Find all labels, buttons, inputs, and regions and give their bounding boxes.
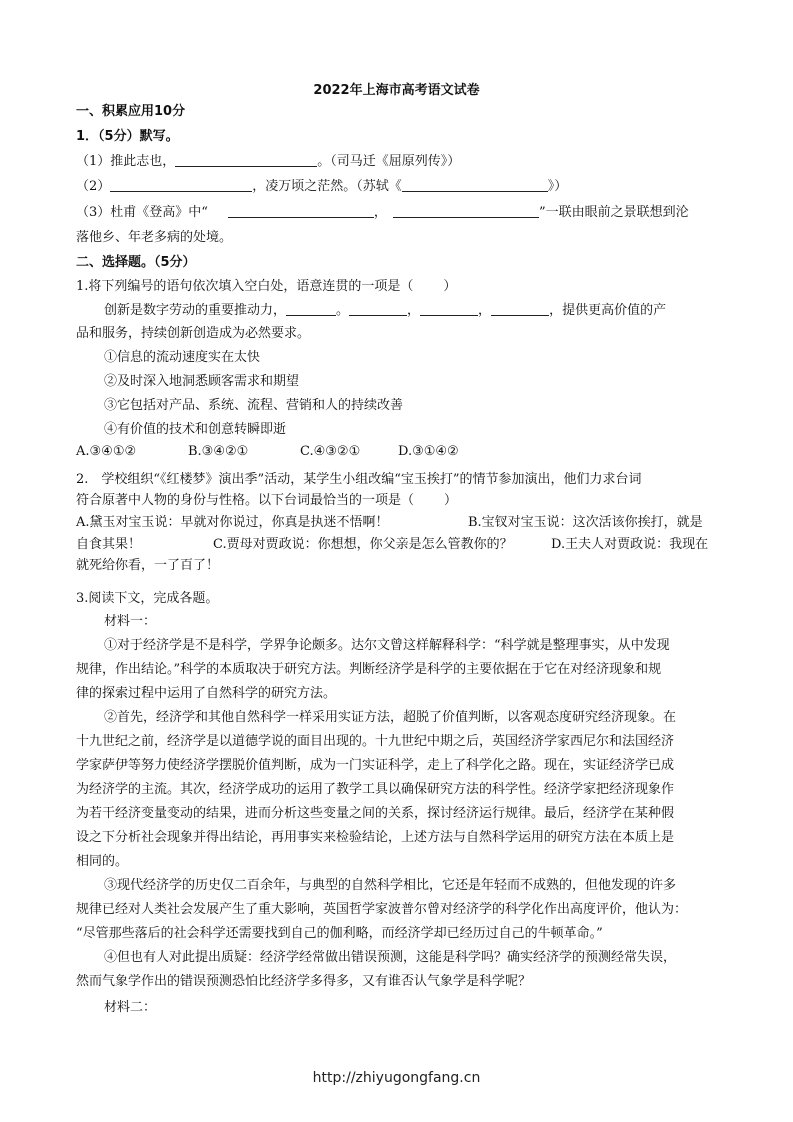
dictation-text: ， <box>373 205 387 220</box>
stem-text: ） <box>444 493 458 508</box>
option-b[interactable]: B.③④②① <box>188 444 249 459</box>
option-d[interactable]: D.王夫人对贾政说：我现在 <box>551 537 709 552</box>
answer-blank[interactable] <box>349 302 407 316</box>
option-a[interactable]: A.③④①② <box>76 444 137 459</box>
answer-blank[interactable] <box>402 178 548 192</box>
passage-text: 。 <box>336 303 350 318</box>
answer-blank[interactable] <box>491 302 549 316</box>
dictation-text: （2） <box>76 179 111 194</box>
para-3-line: ③现代经济学的历史仅二百余年，与典型的自然科学相比，它还是年轻而不成熟的，但他发现的许多 <box>104 878 677 893</box>
q2-1-item: ③它包括对产品、系统、流程、营销和人的持续改善 <box>104 398 404 413</box>
q2-2-line-1: 2. 学校组织“《红楼梦》演出季”活动，某学生小组改编“宝玉挨打”的情节参加演出，他们力求台词 <box>76 472 642 487</box>
dictation-text: （3）杜甫《登高》中“ <box>76 205 208 220</box>
material-1-label: 材料一： <box>104 614 157 629</box>
passage-text: ， <box>478 303 492 318</box>
option-c[interactable]: C.④③②① <box>300 444 361 459</box>
q1-heading: 1．（5分）默写。 <box>76 129 179 144</box>
dictation-text: 》） <box>547 179 568 194</box>
para-2-line: 相同的。 <box>76 854 129 869</box>
para-1-line: 规律，作出结论。”科学的本质取决于研究方法。判断经济学是科学的主要依据在于它在对经济现象和规 <box>76 662 662 677</box>
q2-2-line-3 <box>76 514 703 532</box>
stem-text: 1.将下列编号的语句依次填入空白处，语意连贯的一项是（ <box>76 279 414 294</box>
answer-blank[interactable] <box>420 302 478 316</box>
option-d[interactable]: D.③①④② <box>398 444 459 459</box>
section2-heading: 二、选择题。（5分） <box>76 255 196 270</box>
option-c[interactable]: C.贾母对贾政说：你想想，你父亲是怎么管教你的？ <box>213 537 513 552</box>
passage-text: ， <box>407 303 421 318</box>
answer-blank[interactable] <box>110 178 252 192</box>
material-2-label: 材料二： <box>104 1000 157 1015</box>
para-3-line: “尽管那些落后的社会科学还需要找到自己的伽利略，而经济学却已经历过自己的牛顿革命。” <box>76 926 603 941</box>
q2-2-line-4 <box>76 536 708 554</box>
q2-2-line-5: 就死给你看，一了百了！ <box>76 558 220 573</box>
para-2-line: 为若干经济变量变动的结果，进而分析这些变量之间的关系，探讨经济运行规律。最后，经济学在某种假 <box>76 806 675 821</box>
para-3-line: 规律已经对人类社会发展产生了重大影响，英国哲学家波普尔曾对经济学的科学化作出高度评价，他认为： <box>76 902 688 917</box>
q2-1-item: ②及时深入地洞悉顾客需求和期望 <box>104 374 300 389</box>
footer-url[interactable]: http://zhiyugongfang.cn <box>312 1070 481 1086</box>
para-2-line: 为经济学的主流。其次，经济学成功的运用了教学工具以确保研究方法的科学性。经济学家把经济现象作 <box>76 782 675 797</box>
para-2-line: 设之下分析社会现象并得出结论，再用事实来检验结论，上述方法与自然科学运用的研究方法在本质上是 <box>76 830 675 845</box>
passage-text: 创新是数字劳动的重要推动力， <box>104 303 287 318</box>
para-4-line: ④但也有人对此提出质疑：经济学经常做出错误预测，这能是科学吗？确实经济学的预测经常失误， <box>104 950 677 965</box>
para-4-line: 然而气象学作出的错误预测恐怕比经济学多得多，又有谁否认气象学是科学呢？ <box>76 974 532 989</box>
dictation-line-1 <box>76 153 460 171</box>
passage-text: ，提供更高价值的产 <box>549 303 667 318</box>
para-2-line: 十九世纪之前，经济学是以道德学说的面目出现的。十九世纪中期之后，英国经济学家西尼尔和法国经济 <box>76 734 675 749</box>
dictation-text: ，凌万顷之茫然。（苏轼《 <box>252 179 402 194</box>
q2-1-passage-line-2: 品和服务，持续创新创造成为必然要求。 <box>76 326 311 341</box>
q2-1-item: ①信息的流动速度实在太快 <box>104 350 261 365</box>
stem-text: 符合原著中人物的身份与性格。以下台词最恰当的一项是（ <box>76 493 415 508</box>
page-title: 2022年上海市高考语文试卷 <box>313 83 480 98</box>
option-b[interactable]: B.宝钗对宝玉说：这次活该你挨打，就是 <box>468 515 703 530</box>
para-2-line: 学家萨伊等努力使经济学摆脱价值判断，成为一门实证科学，走上了科学化之路。现在，实证经济学已成 <box>76 758 675 773</box>
q2-1-item: ④有价值的技术和创意转瞬即逝 <box>104 422 287 437</box>
option-a-cont: 自食其果！ <box>76 537 142 552</box>
q2-1-options <box>76 443 459 461</box>
answer-blank[interactable] <box>175 153 317 167</box>
dictation-line-4: 落他乡、年老多病的处境。 <box>76 230 233 245</box>
q2-1-stem <box>76 278 456 296</box>
q2-2-line-2 <box>76 492 457 510</box>
answer-blank[interactable] <box>228 204 374 218</box>
option-a[interactable]: A.黛玉对宝玉说：早就对你说过，你真是执迷不悟啊！ <box>76 515 389 530</box>
answer-blank[interactable] <box>286 302 336 316</box>
para-2-line: ②首先，经济学和其他自然科学一样采用实证方法，超脱了价值判断，以客观态度研究经济现象。在 <box>104 710 677 725</box>
stem-text: ） <box>443 279 457 294</box>
para-1-line: 律的探索过程中运用了自然科学的研究方法。 <box>76 686 337 701</box>
dictation-line-2 <box>76 178 567 196</box>
dictation-text: 。（司马迁《屈原列传》） <box>317 154 461 169</box>
q2-1-passage-line-1 <box>104 302 666 320</box>
section1-heading: 一、积累应用10分 <box>76 104 186 119</box>
q2-3-heading: 3.阅读下文，完成各题。 <box>76 591 219 606</box>
dictation-text: （1）推此志也， <box>76 154 176 169</box>
para-1-line: ①对于经济学是不是科学，学界争论颇多。达尔文曾这样解释科学：“科学就是整理事实，从中发现 <box>104 638 670 653</box>
dictation-text: ”一联由眼前之景联想到沦 <box>538 205 689 220</box>
dictation-line-3 <box>76 204 689 222</box>
answer-blank[interactable] <box>393 204 539 218</box>
